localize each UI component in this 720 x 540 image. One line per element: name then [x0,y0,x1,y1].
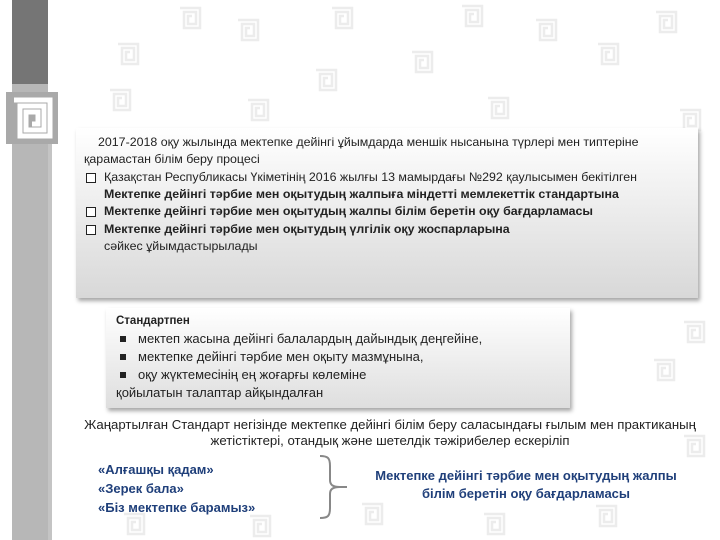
list-item [116,330,562,348]
regulation-box [76,128,698,298]
hollow-square-bullet-icon [86,207,96,217]
standard-item-text: мектепке дейінгі тәрбие мен оқыту мазмұнына, [138,349,424,364]
list-item [84,169,688,202]
standard-box [106,308,570,408]
program-list [98,460,255,517]
regulation-closing: сәйкес ұйымдастырылады [104,239,258,253]
regulation-list [84,169,688,237]
program-name: «Зерек бала» [98,481,184,496]
standard-closing: қойылатын талаптар айқындалған [116,385,324,400]
program-name: «Біз мектепке барамыз» [98,500,256,515]
standard-title: Стандартпен [116,315,190,327]
filled-square-bullet-icon [120,336,126,342]
regulation-intro: 2017-2018 оқу жылында мектепке дейінгі ұйымдарда меншік нысанына түрлері мен типтеріне қарамастан білім беру процесі [84,135,639,166]
hollow-square-bullet-icon [86,173,96,183]
left-accent-bar-dark [12,0,48,84]
filled-square-bullet-icon [120,354,126,360]
spiral-logo-icon [6,92,58,144]
regulation-item-1-text: Қазақстан Республикасы Үкіметінің 2016 жылғы 13 мамырдағы №292 қаулысымен бекітілген [104,170,637,184]
program-name: «Алғашқы қадам» [98,462,214,477]
result-program-text: Мектепке дейінгі тәрбие мен оқытудың жалпы білім беретін оқу бағдарламасы [375,468,677,501]
filled-square-bullet-icon [120,372,126,378]
regulation-item-1-bold: Мектепке дейінгі тәрбие мен оқытудың жалпыға міндетті мемлекеттік стандартына [104,186,619,201]
hollow-square-bullet-icon [86,225,96,235]
list-item [116,366,562,384]
regulation-item-3-bold: Мектепке дейінгі тәрбие мен оқытудың үлгілік оқу жоспарларына [104,221,510,236]
left-accent-bar-light [12,84,48,540]
list-item [84,203,688,220]
standard-item-text: оқу жүктемесінің ең жоғарғы көлеміне [138,367,367,382]
standard-item-text: мектеп жасына дейінгі балалардың дайындық деңгейіне, [138,331,483,346]
left-accent-line [48,92,60,540]
right-curly-brace-icon [316,454,350,520]
regulation-item-2-bold: Мектепке дейінгі тәрбие мен оқытудың жалпы білім беретін оқу бағдарламасы [104,204,593,218]
summary-text: Жаңартылған Стандарт негізінде мектепке дейінгі білім беру саласындағы ғылым мен практиканың жетістіктері, отандық және шетелдік тәжірибелер ескеріліп [84,417,696,448]
list-item [116,348,562,366]
standard-list [116,330,562,384]
list-item [84,221,688,238]
